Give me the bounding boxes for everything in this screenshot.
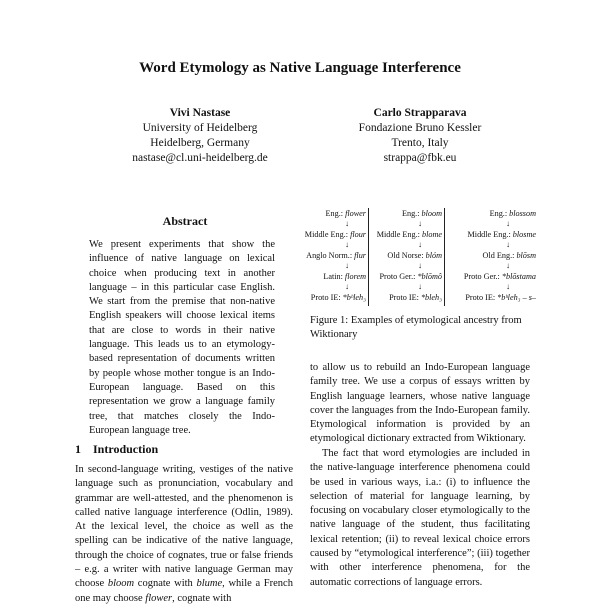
intro-paragraph-2: to allow us to rebuild an Indo-European language family tree. We use a corpus of essays written by English language learners, whose native language cover the languages from the Indo-European family. Etymological information is provided by an etymological dictionary extracted from Wiktionary. bbox=[310, 362, 530, 445]
author-email: nastase@cl.uni-heidelberg.de bbox=[132, 152, 268, 164]
figure-cell bbox=[446, 208, 536, 229]
cell-label: Middle Eng.: bbox=[376, 230, 420, 239]
down-arrow-icon: ↓ bbox=[345, 240, 349, 249]
author-block-2 bbox=[300, 106, 540, 166]
cell-word: flur bbox=[354, 251, 366, 260]
figure-cell bbox=[286, 250, 366, 271]
author-email: strappa@fbk.eu bbox=[383, 152, 457, 164]
figure-column-3 bbox=[446, 208, 536, 313]
figure-column-2 bbox=[366, 208, 442, 313]
cell-word: *bʰleh₃ bbox=[342, 293, 366, 302]
abstract-text: We present experiments that show the influence of native language on lexical choice when producing text in another language – in this particular case English. We start from the premise that non-native English speakers will choose lexical items that are close to words in their native language. This leads us to an etymology-based representation of documents written by people whose mother tongue is an Indo-European language. Based on this representation we grow a language family tree, that matches closely the Indo-European language tree. bbox=[89, 239, 275, 436]
author-name: Carlo Strapparava bbox=[373, 107, 467, 119]
text-run: In second-language writing, vestiges of the native language such as pronunciation, vocabulary and grammar are well-attested, and the phenomenon is called native language interference (Odlin, 1989). At the lexical level, the choice as well as the spelling can be indicative of the native language, through the choice of cognates, true or false friends – e.g. a writer with native language German may choose bbox=[75, 464, 293, 590]
section-title: Introduction bbox=[93, 442, 159, 456]
author-affiliation: Fondazione Bruno Kessler bbox=[358, 122, 482, 134]
figure-cell bbox=[446, 292, 536, 313]
down-arrow-icon: ↓ bbox=[418, 219, 422, 228]
figure-cell bbox=[286, 292, 366, 313]
cell-word: blóm bbox=[425, 251, 442, 260]
down-arrow-icon: ↓ bbox=[418, 261, 422, 270]
cell-word: flour bbox=[350, 230, 366, 239]
cell-label: Proto Ger.: bbox=[463, 272, 500, 281]
figure-cell bbox=[286, 208, 366, 229]
figure-cell bbox=[366, 271, 442, 292]
cell-label: Proto Ger.: bbox=[379, 272, 416, 281]
cell-label: Latin: bbox=[323, 272, 343, 281]
cell-word: *blōstama bbox=[501, 272, 536, 281]
cell-label: Proto IE: bbox=[389, 293, 419, 302]
abstract-heading: Abstract bbox=[162, 214, 208, 228]
cell-word: blōsm bbox=[516, 251, 536, 260]
down-arrow-icon: ↓ bbox=[506, 240, 510, 249]
down-arrow-icon: ↓ bbox=[345, 219, 349, 228]
author-location: Heidelberg, Germany bbox=[150, 137, 250, 149]
cell-label: Eng.: bbox=[325, 209, 344, 218]
cell-label: Eng.: bbox=[489, 209, 508, 218]
cell-label: Old Eng.: bbox=[482, 251, 515, 260]
down-arrow-icon: ↓ bbox=[418, 240, 422, 249]
cell-label: Old Norse: bbox=[387, 251, 424, 260]
figure-cell bbox=[446, 229, 536, 250]
down-arrow-icon: ↓ bbox=[418, 282, 422, 291]
figure-cell bbox=[286, 271, 366, 292]
text-emphasis: flower bbox=[145, 592, 173, 604]
author-affiliation: University of Heidelberg bbox=[142, 122, 258, 134]
figure-cell bbox=[286, 229, 366, 250]
section-heading bbox=[75, 442, 158, 457]
cell-word: florem bbox=[344, 272, 366, 281]
cell-label: Middle Eng.: bbox=[304, 230, 349, 239]
etymology-figure bbox=[300, 208, 536, 308]
cell-word: *blōmô bbox=[417, 272, 442, 281]
column-divider bbox=[444, 208, 445, 306]
cell-word: blome bbox=[421, 230, 442, 239]
author-location: Trento, Italy bbox=[391, 137, 449, 149]
intro-paragraph-3: The fact that word etymologies are included in the native-language interference phenomena could be used in various ways, i.a.: (i) to influence the selection of material for language learning, by focusing on vocabulary closer etymologically to the native language of the student, thus facilitating lexical retention; (ii) to reveal lexical choice errors caused by “etymological interference”; (iii) together with other interference phenomena, for the automatic corrections of language errors. bbox=[310, 448, 530, 588]
cell-label: Proto IE: bbox=[310, 293, 341, 302]
author-block-1 bbox=[80, 106, 320, 166]
text-run: cognate with bbox=[134, 578, 197, 590]
figure-caption: Figure 1: Examples of etymological ancestry from Wiktionary bbox=[310, 315, 522, 340]
text-run: , while a French one may choose bbox=[75, 578, 293, 604]
figure-cell bbox=[366, 208, 442, 229]
figure-cell bbox=[446, 250, 536, 271]
cell-word: blosme bbox=[512, 230, 536, 239]
text-run: , cognate with bbox=[172, 592, 232, 604]
cell-word: bloom bbox=[421, 209, 442, 218]
cell-label: Eng.: bbox=[401, 209, 420, 218]
cell-word: blossom bbox=[509, 209, 536, 218]
cell-label: Anglo Norm.: bbox=[306, 251, 353, 260]
down-arrow-icon: ↓ bbox=[345, 261, 349, 270]
section-number: 1 bbox=[75, 442, 81, 456]
figure-column-1 bbox=[286, 208, 366, 313]
figure-cell bbox=[366, 229, 442, 250]
text-emphasis: blume bbox=[196, 578, 223, 590]
cell-word: *bʰleh₃ – s– bbox=[497, 293, 536, 302]
down-arrow-icon: ↓ bbox=[345, 282, 349, 291]
figure-cell bbox=[366, 250, 442, 271]
cell-label: Middle Eng.: bbox=[467, 230, 511, 239]
cell-word: flower bbox=[345, 209, 366, 218]
down-arrow-icon: ↓ bbox=[506, 282, 510, 291]
author-name: Vivi Nastase bbox=[169, 107, 231, 119]
figure-cell bbox=[446, 271, 536, 292]
cell-label: Proto IE: bbox=[465, 293, 496, 302]
intro-paragraph-1 bbox=[75, 463, 293, 606]
paper-title: Word Etymology as Native Language Interference bbox=[139, 60, 461, 76]
figure-cell bbox=[366, 292, 442, 313]
text-emphasis: bloom bbox=[107, 578, 135, 590]
down-arrow-icon: ↓ bbox=[506, 219, 510, 228]
down-arrow-icon: ↓ bbox=[506, 261, 510, 270]
cell-word: *bleh₃ bbox=[420, 293, 442, 302]
